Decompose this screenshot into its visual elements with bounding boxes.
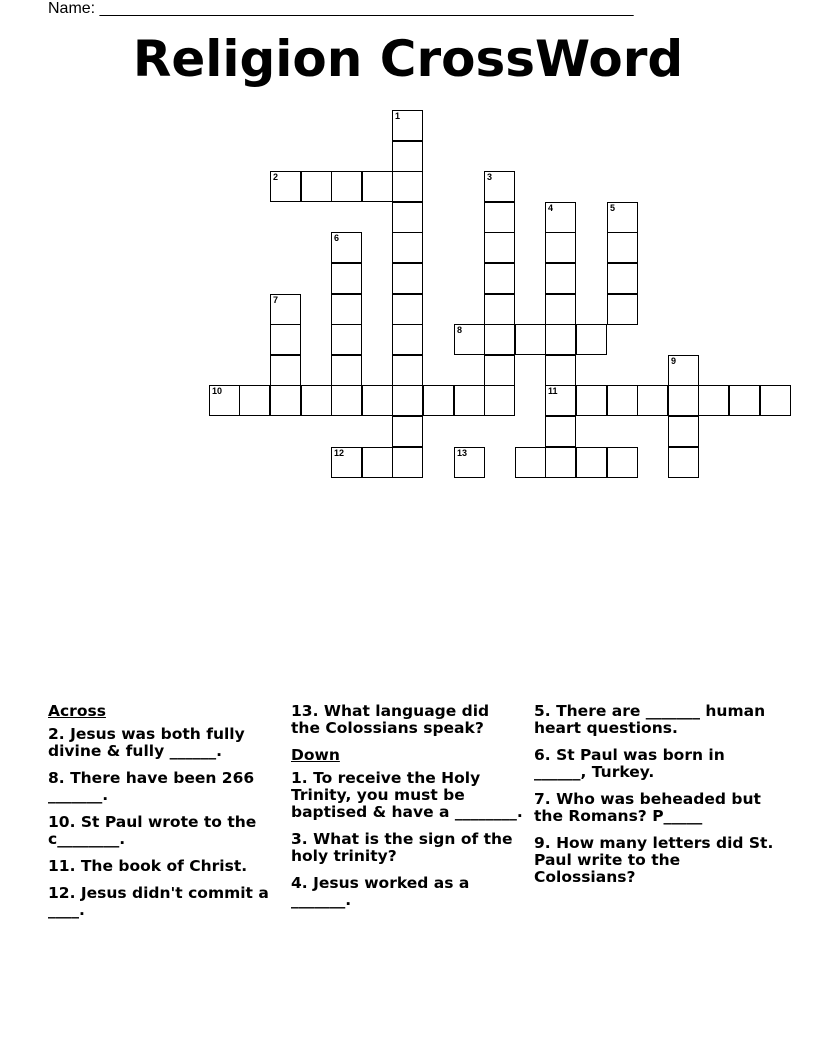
grid-cell[interactable]: [607, 385, 638, 416]
grid-cell[interactable]: [515, 324, 546, 355]
clue-across-10: 10. St Paul wrote to the c________.: [48, 813, 257, 848]
grid-cell[interactable]: [270, 385, 301, 416]
grid-cell[interactable]: [607, 294, 638, 325]
grid-cell[interactable]: [331, 447, 362, 478]
grid-cell[interactable]: [392, 355, 423, 386]
grid-cell[interactable]: [607, 263, 638, 294]
grid-cell[interactable]: [576, 385, 607, 416]
grid-cell[interactable]: [270, 355, 301, 386]
grid-cell[interactable]: [331, 232, 362, 263]
clue-number: 7: [273, 295, 279, 305]
grid-cell[interactable]: [484, 171, 515, 202]
grid-cell[interactable]: [484, 294, 515, 325]
grid-cell[interactable]: [362, 385, 393, 416]
clue-down-3: 3. What is the sign of the holy trinity?: [291, 830, 513, 865]
grid-cell[interactable]: [545, 263, 576, 294]
grid-cell[interactable]: [392, 171, 423, 202]
grid-cell[interactable]: [331, 385, 362, 416]
grid-cell[interactable]: [362, 171, 393, 202]
grid-cell[interactable]: [392, 447, 423, 478]
grid-cell[interactable]: [423, 385, 454, 416]
grid-cell[interactable]: [331, 324, 362, 355]
grid-cell[interactable]: [301, 385, 332, 416]
grid-cell[interactable]: [484, 263, 515, 294]
grid-cell[interactable]: [392, 110, 423, 141]
clue-down-7: 7. Who was beheaded but the Romans? P_____: [534, 790, 761, 825]
grid-cell[interactable]: [545, 294, 576, 325]
grid-cell[interactable]: [270, 324, 301, 355]
grid-cell[interactable]: [668, 447, 699, 478]
clue-across-13: 13. What language did the Colossians speak?: [291, 702, 490, 737]
grid-cell[interactable]: [607, 202, 638, 233]
grid-cell[interactable]: [484, 324, 515, 355]
grid-cell[interactable]: [607, 232, 638, 263]
clue-down-1: 1. To receive the Holy Trinity, you must be baptised & have a ________.: [291, 769, 523, 821]
grid-cell[interactable]: [545, 355, 576, 386]
clue-down-9: 9. How many letters did St. Paul write to the Colossians?: [534, 834, 774, 886]
across-heading: Across: [48, 702, 106, 720]
grid-cell[interactable]: [484, 355, 515, 386]
grid-cell[interactable]: [545, 385, 576, 416]
clue-number: 4: [548, 203, 554, 213]
page-title: Religion CrossWord: [132, 30, 684, 88]
clue-down-5: 5. There are _______ human heart questions.: [534, 702, 766, 737]
clue-number: 6: [334, 233, 340, 243]
grid-cell[interactable]: [607, 447, 638, 478]
clues-column-1: [48, 703, 280, 929]
grid-cell[interactable]: [545, 232, 576, 263]
grid-cell[interactable]: [576, 324, 607, 355]
down-heading: Down: [291, 746, 340, 764]
grid-cell[interactable]: [545, 416, 576, 447]
grid-cell[interactable]: [209, 385, 240, 416]
grid-cell[interactable]: [515, 447, 546, 478]
clue-down-4: 4. Jesus worked as a _______.: [291, 874, 470, 909]
clue-across-2: 2. Jesus was both fully divine & fully ______.: [48, 725, 245, 760]
grid-cell[interactable]: [576, 447, 607, 478]
grid-cell[interactable]: [668, 416, 699, 447]
grid-cell[interactable]: [637, 385, 668, 416]
clue-down-6: 6. St Paul was born in ______, Turkey.: [534, 746, 725, 781]
grid-cell[interactable]: [392, 202, 423, 233]
clue-number: 2: [273, 172, 279, 182]
grid-cell[interactable]: [362, 447, 393, 478]
grid-cell[interactable]: [331, 171, 362, 202]
clues-column-3: [534, 703, 779, 896]
grid-cell[interactable]: [331, 263, 362, 294]
grid-cell[interactable]: [331, 294, 362, 325]
clue-number: 12: [334, 448, 345, 458]
name-line: Name: ____________________________________________________________: [48, 0, 634, 17]
clue-across-11: 11. The book of Christ.: [48, 857, 248, 875]
grid-cell[interactable]: [545, 324, 576, 355]
grid-cell[interactable]: [301, 171, 332, 202]
grid-cell[interactable]: [484, 202, 515, 233]
grid-cell[interactable]: [484, 232, 515, 263]
clue-number: 3: [487, 172, 493, 182]
grid-cell[interactable]: [392, 416, 423, 447]
clue-number: 8: [457, 325, 463, 335]
grid-cell[interactable]: [270, 171, 301, 202]
grid-cell[interactable]: [454, 324, 485, 355]
grid-cell[interactable]: [698, 385, 729, 416]
grid-cell[interactable]: [668, 355, 699, 386]
grid-cell[interactable]: [545, 202, 576, 233]
clue-number: 11: [548, 386, 558, 396]
clue-across-8: 8. There have been 266 _______.: [48, 769, 255, 804]
clue-number: 10: [212, 386, 223, 396]
grid-cell[interactable]: [545, 447, 576, 478]
grid-cell[interactable]: [454, 385, 485, 416]
grid-cell[interactable]: [392, 232, 423, 263]
grid-cell[interactable]: [392, 141, 423, 172]
grid-cell[interactable]: [668, 385, 699, 416]
clue-across-12: 12. Jesus didn't commit a ____.: [48, 884, 269, 919]
grid-cell[interactable]: [392, 294, 423, 325]
grid-cell[interactable]: [729, 385, 760, 416]
clue-number: 5: [610, 203, 616, 213]
clue-number: 1: [395, 111, 401, 121]
grid-cell[interactable]: [331, 355, 362, 386]
clue-number: 13: [457, 448, 468, 458]
grid-cell[interactable]: [392, 385, 423, 416]
grid-cell[interactable]: [454, 447, 485, 478]
grid-cell[interactable]: [239, 385, 270, 416]
grid-cell[interactable]: [392, 263, 423, 294]
clues-column-2: [291, 703, 523, 919]
grid-cell[interactable]: [392, 324, 423, 355]
grid-cell[interactable]: [760, 385, 791, 416]
clue-number: 9: [671, 356, 677, 366]
grid-cell[interactable]: [484, 385, 515, 416]
grid-cell[interactable]: [270, 294, 301, 325]
